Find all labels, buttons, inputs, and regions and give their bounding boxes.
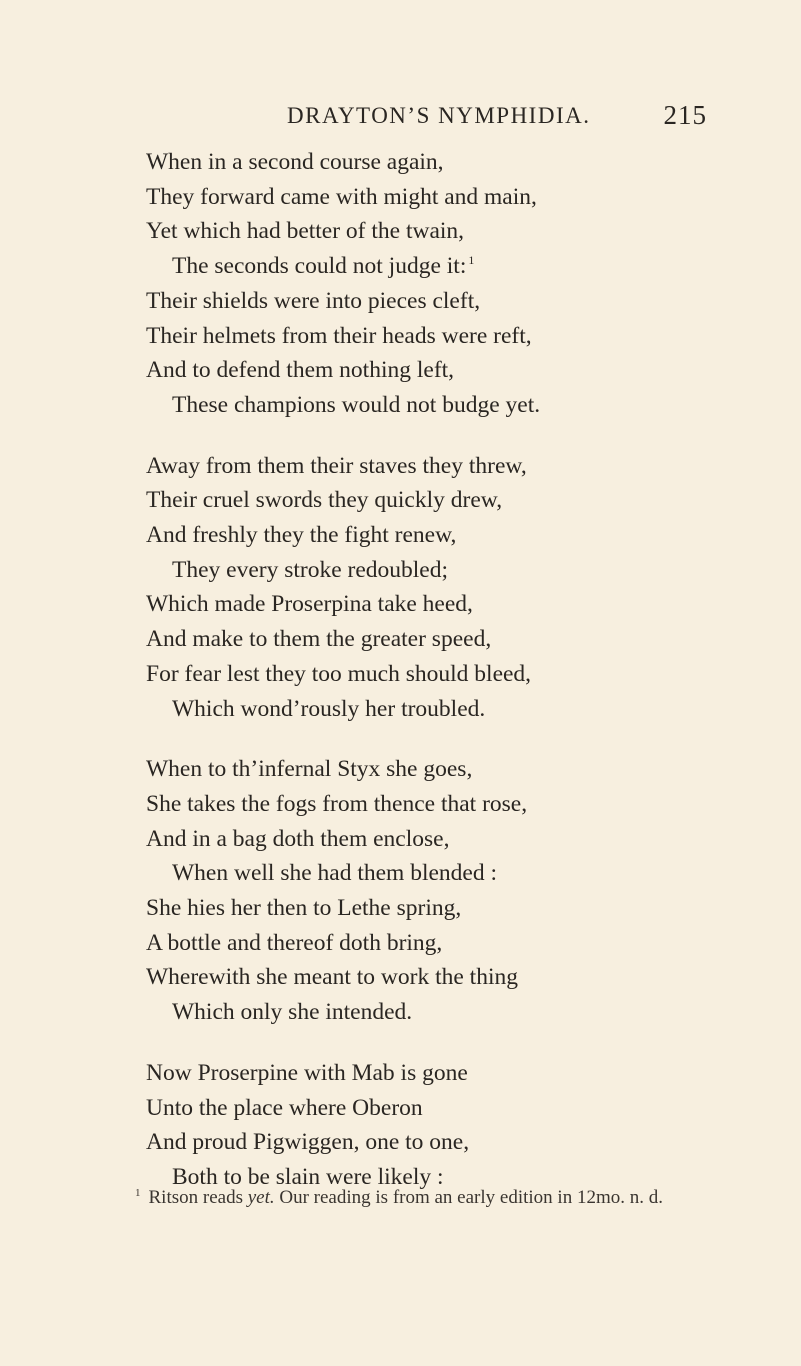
poem-line: Unto the place where Oberon xyxy=(146,1094,423,1121)
poem-line: Yet which had better of the twain, xyxy=(146,218,465,245)
poem-line: And to defend them nothing left, xyxy=(146,357,455,384)
poem-line: Their shields were into pieces cleft, xyxy=(146,287,481,314)
poem-line: Now Proserpine with Mab is gone xyxy=(146,1059,468,1086)
poem xyxy=(146,145,716,1221)
poem-line: Their cruel swords they quickly drew, xyxy=(146,487,503,514)
poem-line: They forward came with might and main, xyxy=(146,183,537,210)
poem-line: Which wond’rously her troubled. xyxy=(172,695,486,722)
poem-line: A bottle and thereof doth bring, xyxy=(146,929,443,956)
stanza-4 xyxy=(146,1056,716,1195)
poem-line: She takes the fogs from thence that rose, xyxy=(146,790,528,817)
poem-line: Their helmets from their heads were reft, xyxy=(146,322,532,349)
poem-line: And freshly they the fight renew, xyxy=(146,522,457,549)
poem-line: And in a bag doth them enclose, xyxy=(146,825,450,852)
poem-line-text: The seconds could not judge it: xyxy=(172,253,467,280)
footnote-text-before: Ritson reads xyxy=(148,1187,248,1208)
poem-line: Both to be slain were likely : xyxy=(172,1163,444,1190)
footnote xyxy=(115,1184,715,1212)
poem-line: When well she had them blended : xyxy=(172,860,497,887)
page-number: 215 xyxy=(663,100,707,130)
poem-line: She hies her then to Lethe spring, xyxy=(146,895,462,922)
poem-line: They every stroke redoubled; xyxy=(172,556,449,583)
poem-line: Which made Proserpina take heed, xyxy=(146,591,473,618)
footnote-number: 1 xyxy=(135,1186,141,1199)
running-title: DRAYTON’S NYMPHIDIA. xyxy=(287,103,591,128)
stanza-1 xyxy=(146,145,716,423)
poem-line: When to th’infernal Styx she goes, xyxy=(146,756,473,783)
poem-line: Which only she intended. xyxy=(172,999,413,1026)
poem-line: For fear lest they too much should bleed, xyxy=(146,660,532,687)
poem-line: And make to them the greater speed, xyxy=(146,626,492,653)
footnote-reference: 1 xyxy=(468,253,475,268)
poem-line: When in a second course again, xyxy=(146,149,444,175)
footnote-text-after: Our reading is from an early edition in 12mo. n. d. xyxy=(274,1187,663,1208)
poem-line xyxy=(146,249,716,284)
stanza-3 xyxy=(146,752,716,1030)
poem-line: These champions would not budge yet. xyxy=(172,391,541,418)
poem-line: And proud Pigwiggen, one to one, xyxy=(146,1129,470,1156)
poem-line: Wherewith she meant to work the thing xyxy=(146,964,518,991)
poem-line: Away from them their staves they threw, xyxy=(146,452,527,479)
page-header xyxy=(287,100,707,139)
footnote-italic: yet. xyxy=(247,1187,275,1208)
stanza-2 xyxy=(146,449,716,727)
